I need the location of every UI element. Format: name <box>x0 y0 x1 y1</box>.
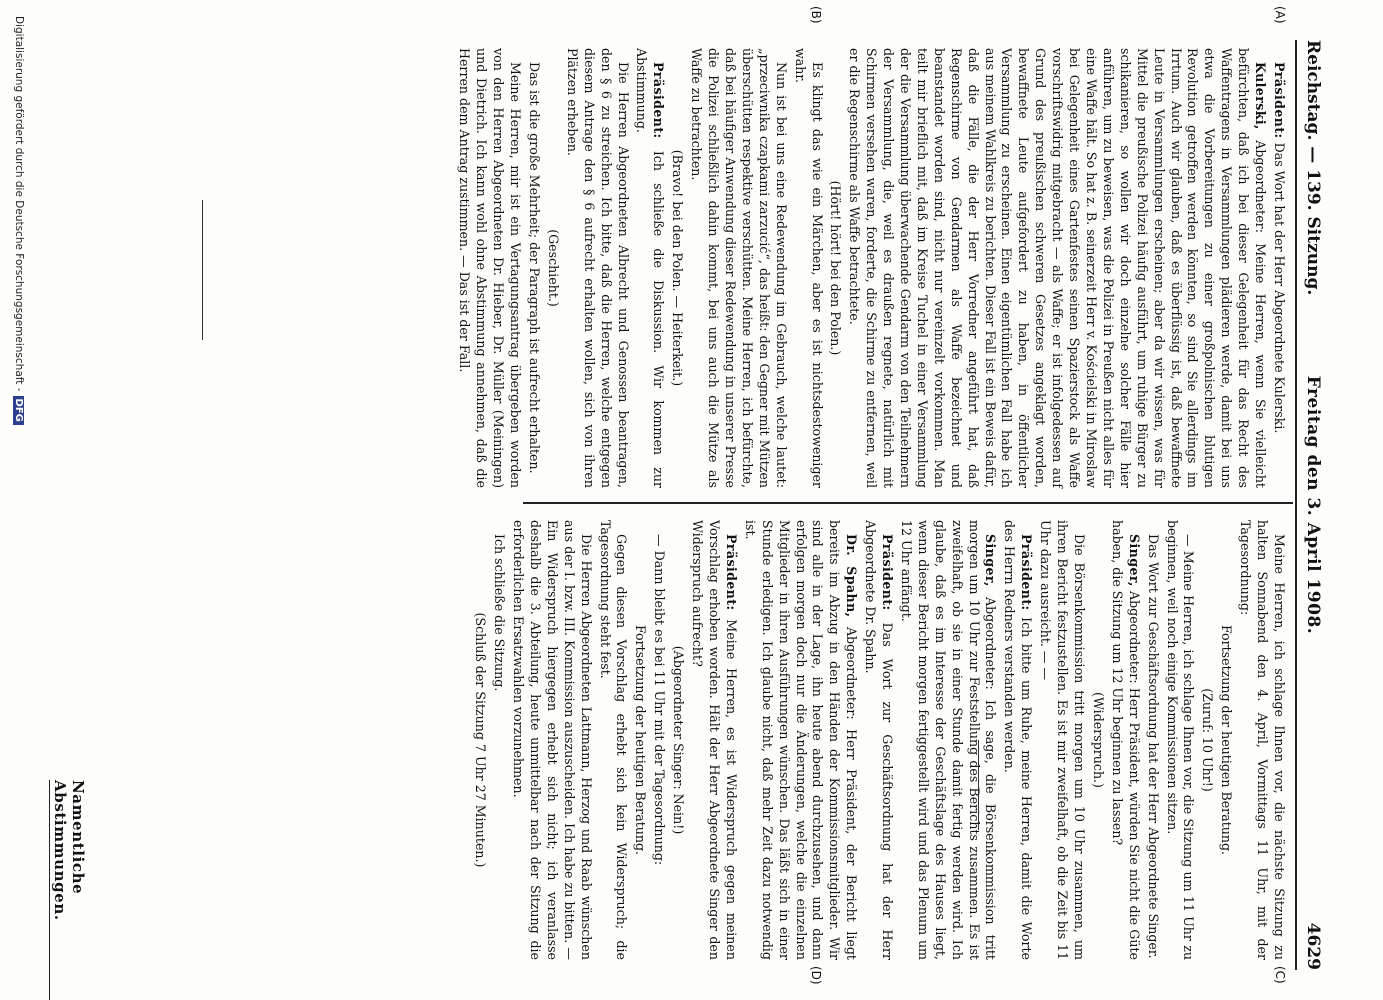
paragraph: Es klingt das wie ein Märchen, aber es ist nichtsdestoweniger wahr. <box>792 48 825 488</box>
session-end-note: (Schluß der Sitzung 7 Uhr 27 Minuten.) <box>473 612 489 868</box>
paragraph: Singer, Abgeordneter: Ich sage, die Börsenkommission tritt morgen um 10 Uhr zur Feststellung des Berichts zusammen. Es ist zweifelhaft, ob sie in einer Stunde damit fertig werden wird. Ich glaube, daß es im Interesse der Geschäftslage des Hauses liegt, wenn dieser Bericht morgen fertiggestellt wird und das Plenum um 12 Uhr anfängt. <box>898 520 999 960</box>
section-title: Namentliche Abstimmungen. <box>49 780 87 1000</box>
speaker-name: Dr. Spahn, <box>844 534 860 618</box>
interjection: (Bravo! bei den Polen. — Heiterkeit.) <box>670 149 686 387</box>
paragraph: Singer, Abgeordneter: Herr Präsident, würden Sie nicht die Güte haben, die Sitzung um 12 Uhr beginnen zu lassen? <box>1109 520 1142 960</box>
speaker-name: Präsident: <box>1019 534 1035 611</box>
interjection: (Zuruf: 10 Uhr!) <box>1200 688 1216 792</box>
speaker-name: Singer, <box>1126 534 1142 587</box>
interjection: (Geschieht.) <box>545 229 561 307</box>
paragraph: Die Börsenkommission tritt morgen um 10 Uhr zusammen, um ihren Bericht festzustellen. Es ist mir zweifelhaft, ob die Zeit bis 11 Uhr dazu ausreicht. — — <box>1038 520 1088 960</box>
paragraph: Nun ist bei uns eine Redewendung im Gebrauch, welche lautet: „przeciwnika czapkami zarzucić“, das heißt: den Gegner mit Mützen überschütten respektive verschütten. Meine Herren, ich befürchte, daß bei häufiger Anwendung dieser Redewendung in unserer Presse die Polizei schließlich dahin kommt, bei uns auch die Mütze als Waffe zu betrachten. <box>689 48 789 488</box>
paragraph: — Dann bleibt es bei 11 Uhr mit der Tagesordnung: <box>652 534 668 866</box>
speaker-name: Kulerski, <box>1253 62 1269 130</box>
interjection: (Widerspruch.) <box>1090 692 1106 788</box>
speaker-name: Präsident: <box>723 534 739 611</box>
header-date: Freitag den 3. April 1908. <box>1303 375 1323 635</box>
speaker-name: Präsident: <box>1272 62 1287 139</box>
left-column <box>454 48 1288 488</box>
agenda-item: Fortsetzung der heutigen Beratung. <box>1219 624 1235 856</box>
paragraph: Präsident: Ich bitte um Ruhe, meine Herren, damit die Worte des Herrn Redners verstanden werden. <box>1002 520 1035 960</box>
short-rule <box>202 200 203 340</box>
interjection: (Abgeordneter Singer: Nein!) <box>671 645 687 835</box>
paragraph: Gegen diesen Vorschlag erhebt sich kein Widerspruch; die Tagesordnung steht fest. <box>597 520 630 960</box>
page-header <box>1299 40 1327 970</box>
paragraph: Dr. Spahn, Abgeordneter: Herr Präsident, der Bericht liegt bereits im Abzug in den Händen der Kommissionsmitglieder. Wir sind alle in der Lage, ihn heute abend durchzusehen, und dann erfolgen morgen doch nur die Änderungen, welche die einzelnen Mitglieder in ihren Ausführungen wünschen. Das läßt sich in einer Stunde erledigen. Ich glaube nicht, daß mehr Zeit dazu notwendig ist. <box>742 520 860 960</box>
paragraph: Kulerski, Abgeordneter: Meine Herren, wenn Sie vielleicht befürchten, daß ich bei dieser Gelegenheit für das Recht des Waffentragens in Versammlungen plädieren werde, damit bei uns etwa die Vorbereitungen zu einer großpolnischen blutigen Revolution getroffen werden könnten, so sind Sie allerdings im Irrtum. Auch wir glauben, daß es überflüssig ist, daß bewaffnete Leute in Versammlungen erscheinen; aber da wir wissen, was für Mittel die preußische Polizei häufig ausführt, um ruhige Bürger zu schikanieren, so wollen wir doch einzelne solcher Fälle hier anführen, um zu beweisen, was die Polizei in Preußen nicht alles für eine Waffe hält. So hat z. B. seinerzeit Herr v. Kościelski in Miroslaw bei Gelegenheit eines Gartenfestes seinen Spazierstock als Waffe vorschriftswidrig mitgebracht — als Waffe; er ist infolgedessen auf Grund des preußischen schweren Gesetzes angeklagt worden, bewaffnete Leute aufgefordert zu haben, in öffentlicher Versammlung zu erscheinen. Einen eigentümlichen Fall habe ich aus meinem Wahlkreis zu berichten. Dieser Fall ist ein Beweis dafür, daß die Fälle, die der Herr Vorredner angeführt hat, daß Regenschirme von Gendarmen als Waffe bezeichnet und beanstandet worden sind, nicht nur vereinzelt vorkommen. Man teilt mir brieflich mit, daß im Kreise Tuchel in einer Versammlung der die Versammlung überwachende Gendarm von den Teilnehmern der Versammlung, die, weil es draußen regnete, natürlich mit Schirmen versehen waren, forderte, die Schirme zu entfernen, weil er die Regenschirme als Waffe betrachtete. <box>847 48 1269 488</box>
margin-marker-d: (D) <box>809 966 823 985</box>
margin-marker-b: (B) <box>809 6 823 24</box>
paragraph: Ich schließe die Sitzung. <box>492 534 508 692</box>
paragraph: Das ist die große Mehrheit; der Paragraph ist aufrecht erhalten. <box>527 62 543 474</box>
column-divider <box>523 502 1293 504</box>
paragraph: Präsident: Das Wort zur Geschäftsordnung hat der Herr Abgeordnete Dr. Spahn. <box>863 520 896 960</box>
page-number: 4629 <box>1303 922 1323 970</box>
paragraph: Präsident: Meine Herren, es ist Widerspruch gegen meinen Vorschlag erhoben worden. Hält der Herr Abgeordnete Singer den Widerspruch aufrecht? <box>690 520 739 960</box>
paragraph: Das Wort zur Geschäftsordnung hat der Herr Abgeordnete Singer. <box>1145 534 1161 959</box>
paragraph: Meine Herren, ich schlage Ihnen vor, die nächste Sitzung zu halten Sonnabend den 4. April, Vormittags 11 Uhr, mit der Tagesordnung: <box>1238 520 1287 960</box>
header-rule <box>1295 40 1297 970</box>
header-left: Reichstag. — 139. Sitzung. <box>1303 40 1323 296</box>
digitization-footer <box>13 16 25 425</box>
footer-text: Digitalisierung gefördert durch die Deutsche Forschungsgemeinschaft - <box>13 16 25 392</box>
margin-marker-a: (A) <box>1273 6 1287 24</box>
dfg-logo: DFG <box>13 396 24 425</box>
margin-marker-c: (C) <box>1273 966 1287 984</box>
paragraph: Präsident: Ich schließe die Diskussion. Wir kommen zur Abstimmung. <box>634 48 667 488</box>
paragraph: Die Herren Abgeordneten Lattmann, Herzog und Raab wünschen aus der I. bzw. III. Kommission auszuscheiden. Ich habe zu bitten. — Ein Widerspruch hiergegen erhebt sich nicht; ich veranlasse deshalb die 3. Abteilung, heute unmittelbar nach der Sitzung die erforderlichen Ersatzwahlen vorzunehmen. <box>511 520 594 960</box>
agenda-item: Fortsetzung der heutigen Beratung. <box>633 624 649 856</box>
paragraph: Präsident: Das Wort hat der Herr Abgeordnete Kulerski. <box>1272 62 1287 434</box>
paragraph: Meine Herren, mir ist ein Vertagungsantrag übergeben worden von den Herren Abgeordneten Dr. Hieber, Dr. Müller (Meiningen) und Dietrich. Ich kann wohl ohne Abstimmung annehmen, daß die Herren dem Antrag zustimmen. — Das ist der Fall. <box>457 48 524 488</box>
paragraph: — Meine Herren, ich schlage Ihnen vor, die Sitzung um 11 Uhr zu beginnen, weil noch einige Kommissionen sitzen. <box>1164 520 1197 960</box>
interjection: (Hört! hört! bei den Polen.) <box>828 180 844 356</box>
paragraph: Die Herren Abgeordneten Albrecht und Genossen beantragen, den § 6 zu streichen. Ich bitte, daß die Herren, welche entgegen diesem Antrage den § 6 aufrecht erhalten wollen, sich von ihren Plätzen erheben. <box>564 48 631 488</box>
speaker-name: Singer, <box>983 534 999 587</box>
short-rule <box>978 740 979 830</box>
speaker-name: Präsident: <box>651 62 667 139</box>
speaker-name: Präsident: <box>880 534 896 611</box>
right-column <box>469 520 1287 960</box>
